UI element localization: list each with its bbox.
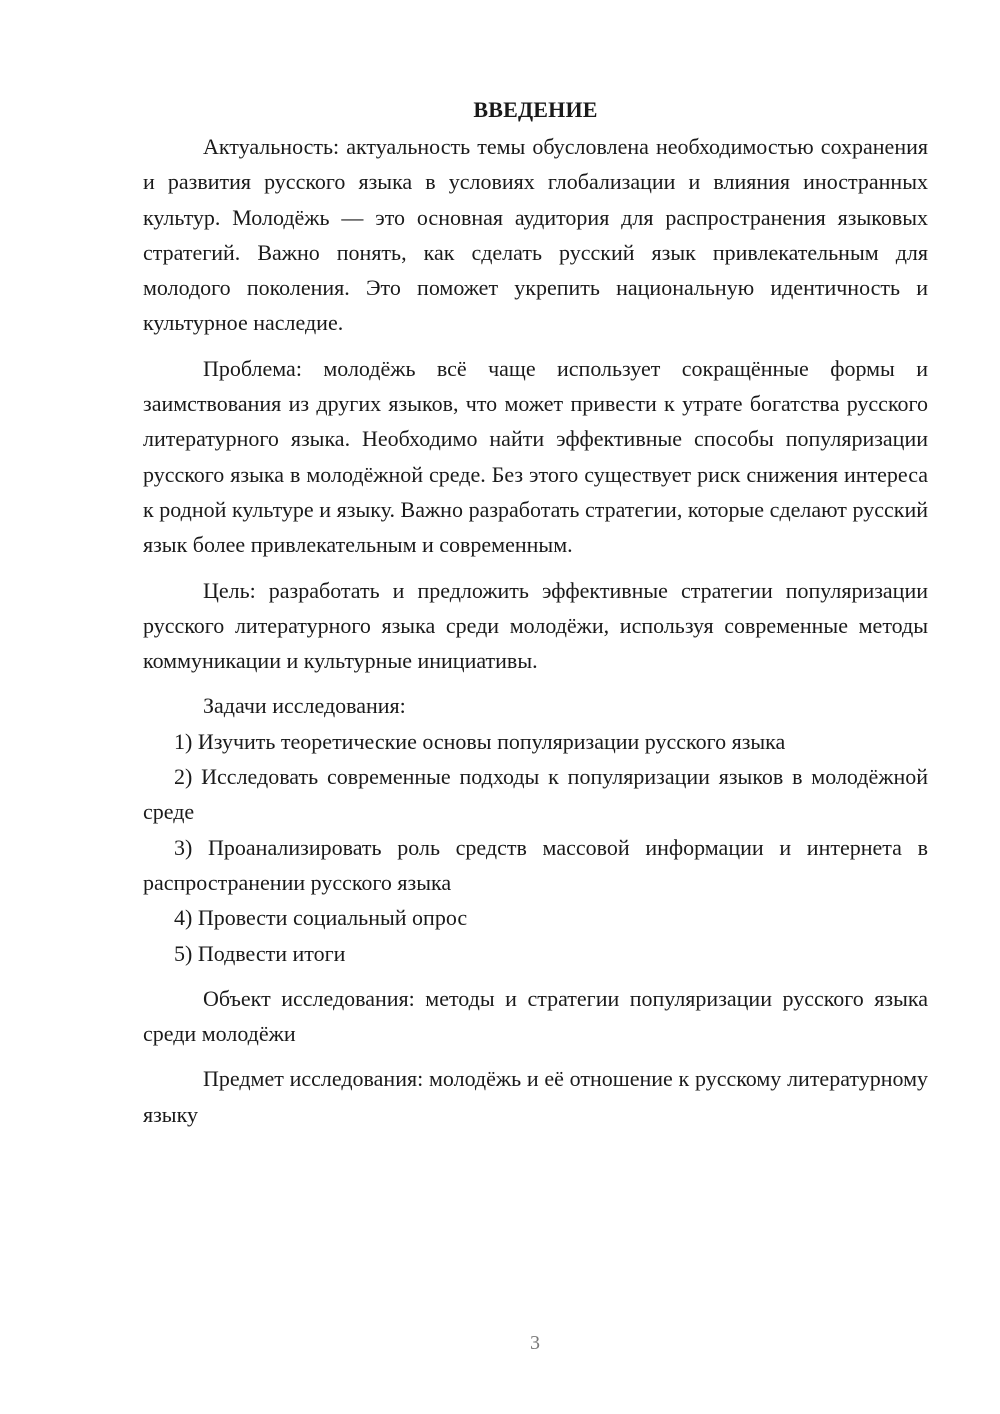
list-item: 4) Провести социальный опрос (174, 905, 468, 931)
list-item: 3) Проанализировать роль средств массовой информации и интернета в распространении русского языка (143, 834, 928, 895)
paragraph-relevance: Актуальность: актуальность темы обусловлена необходимостью сохранения и развития русского языка в условиях глобализации и влияния иностранных культур. Молодёжь — это основная аудитория для распространения языковых стратегий. Важно понять, как сделать русский язык привлекательным для молодого поколения. Это поможет укрепить национальную идентичность и культурное наследие. (143, 134, 928, 336)
page-number: 3 (530, 1332, 540, 1354)
tasks-heading: Задачи исследования: (203, 693, 406, 719)
paragraph-problem: Проблема: молодёжь всё чаще использует сокращённые формы и заимствования из других языков, что может привести к утрате богатства русского литературного языка. Необходимо найти эффективные способы популяризации русского языка в молодёжной среде. Без этого существует риск снижения интереса к родной культуре и языку. Важно разработать стратегии, которые сделают русский язык более привлекательным и современным. (143, 355, 928, 558)
paragraph-object: Объект исследования: методы и стратегии популяризации русского языка среди молодёжи (143, 985, 928, 1047)
list-item: 2) Исследовать современные подходы к популяризации языков в молодёжной среде (143, 764, 928, 825)
document-page (143, 92, 928, 1132)
page-title: ВВЕДЕНИЕ (473, 97, 598, 122)
paragraph-subject: Предмет исследования: молодёжь и её отношение к русскому литературному языку (143, 1066, 928, 1127)
paragraph-goal: Цель: разработать и предложить эффективные стратегии популяризации русского литературного языка среди молодёжи, используя современные методы коммуникации и культурные инициативы. (143, 577, 928, 674)
list-item: 1) Изучить теоретические основы популяризации русского языка (174, 728, 786, 754)
list-item: 5) Подвести итоги (174, 940, 346, 966)
